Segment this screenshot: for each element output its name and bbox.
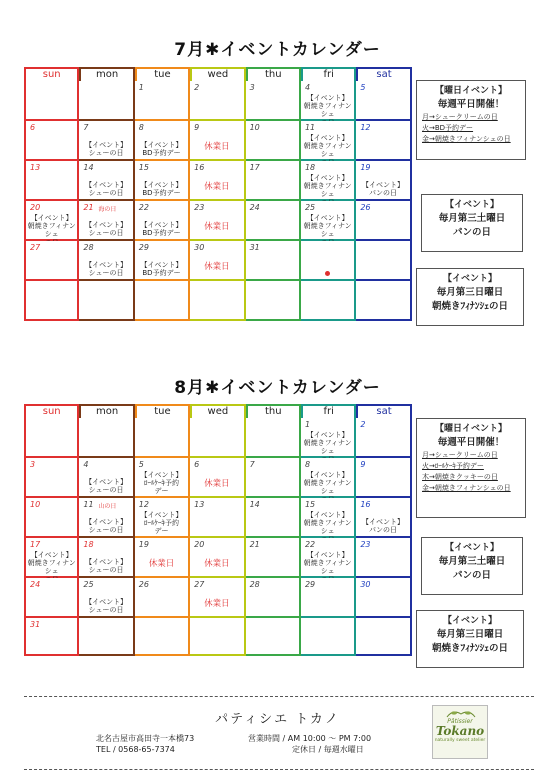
- box-line: 毎月第三土曜日: [438, 213, 506, 224]
- empty-cell: [356, 281, 411, 321]
- day-cell: [301, 498, 356, 538]
- day-number: 24: [249, 203, 260, 212]
- day-cell: [79, 498, 134, 538]
- weekday-event-item: 金→朝焼きフィナンシェの日: [422, 135, 511, 143]
- holiday-label: 山の日: [98, 503, 117, 510]
- day-cell: [24, 121, 79, 161]
- day-number: 20: [30, 203, 41, 212]
- event-label: 【イベント】 朝焼きフィナンシェ: [303, 134, 352, 159]
- day-number: 28: [249, 580, 260, 589]
- day-cell: [24, 241, 79, 281]
- day-cell: [190, 458, 245, 498]
- box-line: 毎月第三日曜日: [436, 287, 504, 298]
- day-cell: [190, 578, 245, 618]
- event-label: 【イベント】 朝焼きフィナンシェ: [303, 551, 352, 576]
- event-label: 【イベント】 朝焼きフィナンシェ: [303, 431, 352, 456]
- day-cell: [356, 538, 411, 578]
- day-cell: [301, 121, 356, 161]
- day-cell: [24, 498, 79, 538]
- day-cell: [301, 578, 356, 618]
- event-label: 【イベント】 BD予約デー: [140, 141, 183, 158]
- shop-logo: [432, 705, 488, 759]
- weekday-event-item: 月→シュークリームの日: [422, 451, 498, 459]
- day-cell: [190, 161, 245, 201]
- closed-day-label: 休業日: [204, 479, 230, 489]
- day-number: 18: [83, 540, 94, 549]
- day-number: 23: [194, 203, 205, 212]
- empty-cell: [135, 418, 190, 458]
- empty-cell: [79, 618, 134, 656]
- day-number: 20: [194, 540, 205, 549]
- day-cell: [246, 121, 301, 161]
- shop-holiday: 定休日 / 毎週水曜日: [292, 745, 364, 754]
- empty-cell: [79, 281, 134, 321]
- day-cell: [135, 538, 190, 578]
- day-number: 2: [194, 83, 200, 92]
- weekday-thu: thu: [246, 404, 301, 418]
- day-cell: [246, 578, 301, 618]
- box-subtitle: 毎週平日開催！: [437, 437, 505, 448]
- weekday-event-item: 火→ﾛｰﾙｹｰｷ予約デー: [422, 462, 484, 470]
- financier-day-box: [416, 268, 524, 326]
- day-cell: [246, 161, 301, 201]
- weekday-wed: wed: [190, 67, 245, 81]
- event-label: 【イベント】 シューの日: [85, 598, 128, 615]
- empty-cell: [135, 618, 190, 656]
- event-label: 【イベント】 朝焼きフィナンシェ: [303, 511, 352, 536]
- box-title: 【イベント】: [444, 200, 499, 210]
- day-cell: [301, 418, 356, 458]
- weekday-event-box-july: [416, 80, 526, 160]
- event-label: 【イベント】 朝焼きフィナンシェ: [303, 471, 352, 496]
- day-number: 18: [304, 163, 316, 172]
- day-grid: [24, 81, 412, 321]
- day-number: 16: [360, 500, 371, 509]
- shop-hours: 営業時間 / AM 10:00 〜 PM 7:00: [248, 734, 372, 743]
- divider-top: [24, 696, 534, 697]
- day-number: 23: [360, 540, 371, 549]
- day-cell: [190, 121, 245, 161]
- empty-cell: [356, 241, 411, 281]
- box-line: パンの日: [452, 227, 491, 238]
- day-number: 16: [194, 163, 205, 172]
- empty-cell: [24, 281, 79, 321]
- closed-day-label: 休業日: [204, 599, 230, 609]
- empty-cell: [24, 418, 79, 458]
- event-label: 【イベント】 BD予約デー: [140, 261, 183, 278]
- day-number: 29: [304, 580, 316, 589]
- weekday-tue: tue: [135, 67, 190, 81]
- day-cell: [356, 161, 411, 201]
- day-number: 5: [360, 83, 366, 92]
- event-label: 【イベント】 パンの日: [362, 181, 405, 198]
- day-number: 25: [304, 203, 316, 212]
- weekday-mon: mon: [79, 67, 134, 81]
- day-cell: [356, 81, 411, 121]
- day-cell: [246, 538, 301, 578]
- shop-address: 北名古屋市高田寺一本橋73: [96, 734, 195, 743]
- weekday-event-item: 火→BD予約デー: [422, 124, 474, 132]
- july-calendar-title: 7月✱イベントカレンダー: [174, 40, 381, 60]
- august-calendar: [24, 404, 412, 656]
- day-number: 12: [138, 500, 149, 509]
- day-number: 9: [360, 460, 366, 469]
- box-title: 【曜日イベント】: [434, 86, 507, 96]
- shop-hours-block: [248, 733, 371, 755]
- closed-day-label: 休業日: [204, 559, 230, 569]
- day-number: 31: [30, 620, 41, 629]
- day-cell: [190, 201, 245, 241]
- event-label: 【イベント】 シューの日: [85, 221, 128, 238]
- shop-name: パティシエ トカノ: [215, 712, 340, 727]
- event-label: 【イベント】 シューの日: [85, 141, 128, 158]
- day-number: 26: [360, 203, 371, 212]
- weekday-sun: sun: [24, 404, 79, 418]
- event-label: 【イベント】 BD予約デー: [140, 181, 183, 198]
- day-number: 21: [249, 540, 260, 549]
- day-number: 6: [30, 123, 36, 132]
- day-number: 8: [304, 460, 311, 469]
- empty-cell: [246, 281, 301, 321]
- shop-contact: [96, 733, 194, 755]
- logo-tagline: naturally sweet atelier: [434, 738, 486, 743]
- empty-cell: [24, 81, 79, 121]
- day-cell: [246, 241, 301, 281]
- box-subtitle: 毎週平日開催！: [437, 99, 505, 110]
- day-number: 11: [304, 123, 316, 132]
- day-cell: [356, 498, 411, 538]
- day-number: 10: [249, 123, 260, 132]
- day-cell: [79, 241, 134, 281]
- day-cell: [246, 81, 301, 121]
- day-number: 30: [194, 243, 205, 252]
- day-number: 17: [249, 163, 260, 172]
- event-label: 【イベント】 朝焼きフィナンシェ: [303, 94, 352, 119]
- event-label: 【イベント】 朝焼きフィナンシェ: [27, 214, 76, 239]
- day-number: 5: [138, 460, 144, 469]
- day-grid: [24, 418, 412, 656]
- day-cell: [79, 161, 134, 201]
- day-cell: [135, 578, 190, 618]
- day-number: 2: [360, 420, 366, 429]
- event-label: 【イベント】 シューの日: [85, 261, 128, 278]
- day-number: 15: [304, 500, 316, 509]
- box-title: 【イベント】: [444, 543, 499, 553]
- day-number: 1: [138, 83, 144, 92]
- day-cell: [24, 201, 79, 241]
- day-number: 27: [30, 243, 41, 252]
- weekday-sun: sun: [24, 67, 79, 81]
- event-label: 【イベント】 シューの日: [85, 518, 128, 535]
- day-number: 25: [83, 580, 94, 589]
- weekday-event-item: 金→朝焼きフィナンシェの日: [422, 484, 511, 492]
- day-cell: [356, 578, 411, 618]
- day-cell: [79, 578, 134, 618]
- day-cell: [79, 458, 134, 498]
- closed-day-label: 休業日: [204, 182, 230, 192]
- weekday-header: [24, 67, 412, 81]
- weekday-event-item: 月→シュークリームの日: [422, 113, 498, 121]
- event-label: 【イベント】 朝焼きフィナンシェ: [303, 214, 352, 239]
- day-number: 14: [83, 163, 94, 172]
- day-cell: [24, 161, 79, 201]
- empty-cell: [190, 618, 245, 656]
- bread-day-box: [421, 537, 523, 595]
- event-label: 【イベント】 パンの日: [362, 518, 405, 535]
- logo-subtitle: Pâtissier: [447, 718, 473, 725]
- day-cell: [246, 201, 301, 241]
- weekday-header: [24, 404, 412, 418]
- box-title: 【イベント】: [442, 616, 497, 626]
- day-number: 27: [194, 580, 205, 589]
- event-label: 【イベント】 BD予約デー: [140, 221, 183, 238]
- day-number: 28: [83, 243, 94, 252]
- day-number: 9: [194, 123, 200, 132]
- weekday-tue: tue: [135, 404, 190, 418]
- day-number: 8: [138, 123, 144, 132]
- day-cell: [356, 418, 411, 458]
- day-cell: [135, 161, 190, 201]
- divider-bottom: [24, 769, 534, 770]
- event-label: 【イベント】 ﾛｰﾙｹｰｷ予約 デー: [140, 471, 183, 496]
- empty-cell: [135, 281, 190, 321]
- day-cell: [79, 538, 134, 578]
- day-cell: [301, 458, 356, 498]
- weekday-sat: sat: [356, 404, 411, 418]
- weekday-fri: fri: [301, 404, 356, 418]
- weekday-thu: thu: [246, 67, 301, 81]
- weekday-mon: mon: [79, 404, 134, 418]
- event-label: 【イベント】 シューの日: [85, 558, 128, 575]
- august-calendar-title: 8月✱イベントカレンダー: [174, 378, 381, 398]
- box-line: パンの日: [452, 570, 491, 581]
- weekday-wed: wed: [190, 404, 245, 418]
- day-number: 7: [249, 460, 255, 469]
- event-label: 【イベント】 シューの日: [85, 478, 128, 495]
- day-number: 26: [138, 580, 149, 589]
- day-number: 21: [83, 203, 94, 212]
- event-label: 【イベント】 朝焼きフィナンシェ: [303, 174, 352, 199]
- day-cell: [356, 458, 411, 498]
- day-number: 19: [360, 163, 371, 172]
- day-cell: [135, 458, 190, 498]
- closed-day-label: 休業日: [204, 222, 230, 232]
- day-cell: [190, 498, 245, 538]
- day-number: 4: [83, 460, 89, 469]
- closed-day-label: 休業日: [148, 559, 175, 569]
- empty-cell: [301, 281, 356, 321]
- leaf-icon: [443, 709, 479, 719]
- day-cell: [301, 538, 356, 578]
- day-cell: [135, 121, 190, 161]
- empty-cell: [301, 618, 356, 656]
- empty-cell: [79, 418, 134, 458]
- box-line: 毎月第三日曜日: [436, 629, 504, 640]
- holiday-label: 海の日: [98, 206, 117, 213]
- empty-cell: [246, 618, 301, 656]
- day-cell: [24, 458, 79, 498]
- day-cell: [356, 121, 411, 161]
- weekday-sat: sat: [356, 67, 411, 81]
- day-number: 7: [83, 123, 89, 132]
- day-number: 12: [360, 123, 371, 132]
- day-number: 1: [304, 420, 311, 429]
- closed-day-label: 休業日: [204, 262, 230, 272]
- day-number: 29: [138, 243, 149, 252]
- day-number: 3: [30, 460, 36, 469]
- july-calendar: [24, 67, 412, 321]
- day-number: 14: [249, 500, 260, 509]
- day-cell: [79, 121, 134, 161]
- day-cell: [24, 538, 79, 578]
- day-number: 11: [83, 500, 94, 509]
- day-number: 24: [30, 580, 41, 589]
- financier-day-box: [416, 610, 524, 668]
- day-cell: [135, 498, 190, 538]
- day-number: 13: [30, 163, 41, 172]
- event-label: 【イベント】 ﾛｰﾙｹｰｷ予約 デー: [140, 511, 183, 536]
- event-label: 【イベント】 シューの日: [85, 181, 128, 198]
- empty-cell: [246, 418, 301, 458]
- day-number: 22: [138, 203, 149, 212]
- box-line: 朝焼きﾌｨﾅﾝｼｪの日: [431, 643, 508, 654]
- day-number: 15: [138, 163, 149, 172]
- day-cell: [246, 458, 301, 498]
- day-cell: [356, 201, 411, 241]
- day-number: 6: [194, 460, 200, 469]
- day-cell: [190, 538, 245, 578]
- empty-cell: [190, 281, 245, 321]
- weekday-event-item: 木→朝焼きクッキーの日: [422, 473, 498, 481]
- logo-name: Tokano: [435, 724, 485, 738]
- box-title: 【イベント】: [442, 274, 497, 284]
- day-number: 31: [249, 243, 260, 252]
- day-cell: [190, 241, 245, 281]
- day-number: 13: [194, 500, 205, 509]
- empty-cell: [301, 241, 356, 281]
- box-line: 毎月第三土曜日: [438, 556, 506, 567]
- empty-cell: [190, 418, 245, 458]
- day-cell: [24, 618, 79, 656]
- empty-cell: [356, 618, 411, 656]
- day-number: 17: [30, 540, 41, 549]
- day-number: 4: [304, 83, 311, 92]
- shop-phone: TEL / 0568-65-7374: [96, 745, 175, 754]
- day-cell: [301, 201, 356, 241]
- event-label: 【イベント】 朝焼きフィナンシェ: [27, 551, 76, 576]
- day-cell: [190, 81, 245, 121]
- day-cell: [135, 241, 190, 281]
- box-title: 【曜日イベント】: [434, 424, 507, 434]
- weekday-event-box-august: [416, 418, 526, 518]
- day-number: 30: [360, 580, 371, 589]
- day-number: 19: [138, 540, 149, 549]
- bread-day-box: [421, 194, 523, 252]
- day-cell: [24, 578, 79, 618]
- day-cell: [246, 498, 301, 538]
- day-number: 22: [304, 540, 316, 549]
- box-line: 朝焼きﾌｨﾅﾝｼｪの日: [431, 301, 508, 312]
- day-number: 10: [30, 500, 41, 509]
- day-number: 3: [249, 83, 255, 92]
- empty-cell: [79, 81, 134, 121]
- red-dot-marker: [325, 271, 330, 276]
- weekday-fri: fri: [301, 67, 356, 81]
- day-cell: [301, 161, 356, 201]
- day-cell: [301, 81, 356, 121]
- day-cell: [79, 201, 134, 241]
- day-cell: [135, 81, 190, 121]
- day-cell: [135, 201, 190, 241]
- closed-day-label: 休業日: [204, 142, 230, 152]
